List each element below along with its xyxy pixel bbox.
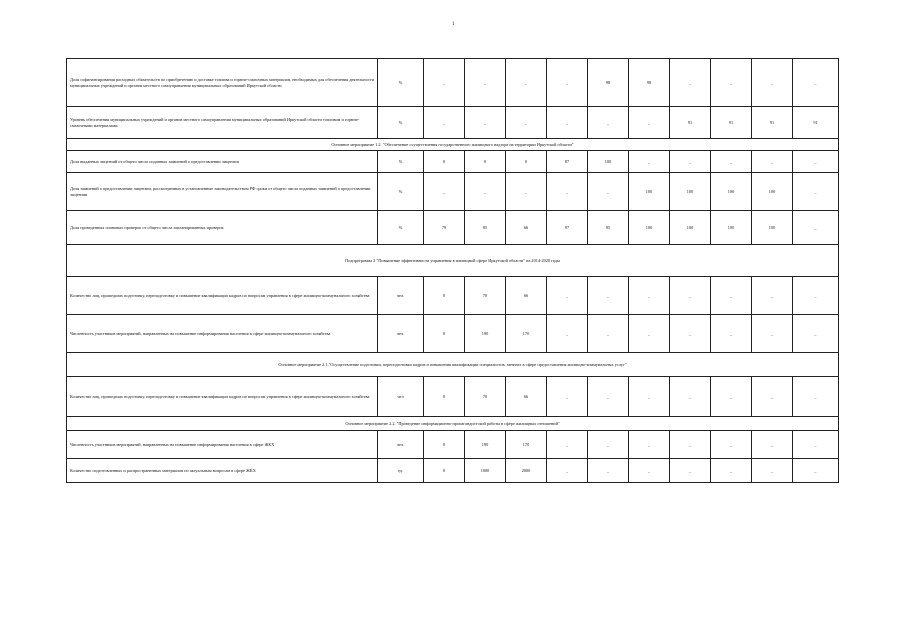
value-cell: 0 bbox=[465, 151, 506, 173]
table-row bbox=[67, 377, 839, 417]
value-cell: _ bbox=[588, 315, 629, 353]
value-cell: _ bbox=[670, 59, 711, 107]
section-header: Основное мероприятие 2.2. "Проведение информационно-пропагандистской работы в сфере жилищных отношений" bbox=[67, 417, 839, 431]
value-cell: _ bbox=[588, 107, 629, 139]
value-cell: 0 bbox=[424, 431, 465, 459]
value-cell: _ bbox=[424, 59, 465, 107]
value-cell: 100 bbox=[752, 211, 793, 245]
value-cell: _ bbox=[506, 59, 547, 107]
indicator-name: Количество лиц, прошедших подготовку, переподготовку и повышение квалификации кадров по вопросам управления в сфере жилищно-коммунального хозяйства bbox=[67, 377, 378, 417]
table-row bbox=[67, 107, 839, 139]
value-cell: 66 bbox=[506, 277, 547, 315]
value-cell: 100 bbox=[629, 173, 670, 211]
value-cell: 100 bbox=[588, 151, 629, 173]
indicator-name: Численность участников мероприятий, направленных на повышение информирования населения в сфере жилищно-коммунального хозяйства bbox=[67, 315, 378, 353]
value-cell: _ bbox=[793, 459, 839, 483]
value-cell: 70 bbox=[465, 277, 506, 315]
unit-cell: % bbox=[378, 173, 424, 211]
value-cell: 91 bbox=[793, 107, 839, 139]
value-cell: _ bbox=[547, 107, 588, 139]
value-cell: _ bbox=[752, 277, 793, 315]
unit-cell: ед. bbox=[378, 459, 424, 483]
value-cell: 100 bbox=[711, 211, 752, 245]
value-cell: 2000 bbox=[506, 459, 547, 483]
value-cell: 91 bbox=[752, 107, 793, 139]
value-cell: _ bbox=[629, 459, 670, 483]
indicators-table bbox=[66, 58, 839, 483]
value-cell: _ bbox=[547, 59, 588, 107]
value-cell: _ bbox=[588, 431, 629, 459]
value-cell: 0 bbox=[424, 151, 465, 173]
value-cell: 98 bbox=[629, 59, 670, 107]
value-cell: 97 bbox=[547, 211, 588, 245]
value-cell: 66 bbox=[506, 377, 547, 417]
section-header-row bbox=[67, 245, 839, 277]
value-cell: _ bbox=[670, 315, 711, 353]
value-cell: _ bbox=[793, 315, 839, 353]
value-cell: _ bbox=[711, 315, 752, 353]
value-cell: _ bbox=[793, 59, 839, 107]
value-cell: _ bbox=[670, 459, 711, 483]
indicator-name: Доля софинансирования расходных обязательств по приобретению и доставке топлива и горюче-смазочных материалов, необходимых для обеспечения деятельности муниципальных учреждений и органов местного самоуправления муниципальных образований Иркутской области bbox=[67, 59, 378, 107]
value-cell: _ bbox=[547, 431, 588, 459]
value-cell: _ bbox=[711, 431, 752, 459]
value-cell: 0 bbox=[424, 459, 465, 483]
section-header-row bbox=[67, 353, 839, 377]
value-cell: 79 bbox=[424, 211, 465, 245]
value-cell: _ bbox=[752, 459, 793, 483]
value-cell: _ bbox=[752, 377, 793, 417]
value-cell: _ bbox=[752, 59, 793, 107]
value-cell: 87 bbox=[547, 151, 588, 173]
table-row bbox=[67, 431, 839, 459]
page-number: 1 bbox=[452, 22, 455, 27]
table-row bbox=[67, 173, 839, 211]
value-cell: 170 bbox=[506, 431, 547, 459]
section-header-row bbox=[67, 417, 839, 431]
table-row bbox=[67, 277, 839, 315]
section-header: Подпрограмма 2 "Повышение эффективности управления в жилищной сфере Иркутской области" на 2014-2020 годы bbox=[67, 245, 839, 277]
value-cell: 0 bbox=[424, 277, 465, 315]
unit-cell: чел. bbox=[378, 431, 424, 459]
value-cell: _ bbox=[547, 277, 588, 315]
value-cell: _ bbox=[547, 315, 588, 353]
value-cell: 98 bbox=[588, 59, 629, 107]
value-cell: 100 bbox=[629, 211, 670, 245]
table-body bbox=[67, 59, 839, 483]
unit-cell: % bbox=[378, 211, 424, 245]
value-cell: _ bbox=[670, 151, 711, 173]
unit-cell: чел bbox=[378, 377, 424, 417]
value-cell: 190 bbox=[465, 315, 506, 353]
value-cell: 0 bbox=[424, 315, 465, 353]
value-cell: _ bbox=[711, 151, 752, 173]
value-cell: _ bbox=[424, 107, 465, 139]
value-cell: 0 bbox=[424, 377, 465, 417]
value-cell: 95 bbox=[588, 211, 629, 245]
value-cell: _ bbox=[629, 107, 670, 139]
value-cell: _ bbox=[588, 173, 629, 211]
unit-cell: чел. bbox=[378, 315, 424, 353]
value-cell: _ bbox=[711, 377, 752, 417]
value-cell: _ bbox=[547, 377, 588, 417]
value-cell: _ bbox=[465, 173, 506, 211]
value-cell: 100 bbox=[752, 173, 793, 211]
value-cell: _ bbox=[752, 151, 793, 173]
indicator-name: Количество лиц, прошедших подготовку, переподготовку и повышение квалификации кадров по вопросам управления в сфере жилищно-коммунального хозяйства bbox=[67, 277, 378, 315]
value-cell: _ bbox=[629, 315, 670, 353]
table-row bbox=[67, 211, 839, 245]
indicator-name: Доля выданных лицензий от общего числа поданных заявлений о предоставлении лицензии bbox=[67, 151, 378, 173]
value-cell: _ bbox=[588, 277, 629, 315]
unit-cell: % bbox=[378, 107, 424, 139]
value-cell: 85 bbox=[465, 211, 506, 245]
value-cell: 170 bbox=[506, 315, 547, 353]
value-cell: 190 bbox=[465, 431, 506, 459]
value-cell: _ bbox=[711, 459, 752, 483]
section-header: Основное мероприятие 2.1."Осуществление подготовки, переподготовки кадров и повышения квалификации специалистов, занятых в сфере предоставления жилищно-коммунальных услуг" bbox=[67, 353, 839, 377]
value-cell: _ bbox=[588, 459, 629, 483]
value-cell: 100 bbox=[670, 173, 711, 211]
value-cell: _ bbox=[629, 151, 670, 173]
value-cell: _ bbox=[465, 107, 506, 139]
value-cell: _ bbox=[793, 173, 839, 211]
value-cell: _ bbox=[711, 277, 752, 315]
value-cell: _ bbox=[793, 151, 839, 173]
value-cell: 70 bbox=[465, 377, 506, 417]
value-cell: _ bbox=[752, 431, 793, 459]
unit-cell: чел. bbox=[378, 277, 424, 315]
table-row bbox=[67, 459, 839, 483]
indicator-name: Доля проведенных плановых проверок от общего числа запланированных проверок bbox=[67, 211, 378, 245]
value-cell: 1000 bbox=[465, 459, 506, 483]
table-row bbox=[67, 59, 839, 107]
value-cell: _ bbox=[670, 431, 711, 459]
value-cell: _ bbox=[506, 107, 547, 139]
value-cell: 66 bbox=[506, 211, 547, 245]
indicator-name: Количество подготовленных и распространенных материалов по актуальным вопросам в сфере ЖКХ bbox=[67, 459, 378, 483]
value-cell: _ bbox=[506, 173, 547, 211]
value-cell: _ bbox=[547, 173, 588, 211]
value-cell: _ bbox=[793, 211, 839, 245]
section-header-row bbox=[67, 139, 839, 151]
value-cell: _ bbox=[465, 59, 506, 107]
indicator-name: Доля заявлений о предоставлении лицензии, рассмотренных в установленные законодательством РФ сроки от общего числа поданных заявлений о предоставлении лицензии bbox=[67, 173, 378, 211]
unit-cell: % bbox=[378, 59, 424, 107]
value-cell: _ bbox=[711, 59, 752, 107]
value-cell: _ bbox=[629, 377, 670, 417]
table-row bbox=[67, 315, 839, 353]
value-cell: 91 bbox=[711, 107, 752, 139]
value-cell: _ bbox=[629, 277, 670, 315]
value-cell: _ bbox=[793, 377, 839, 417]
value-cell: _ bbox=[670, 377, 711, 417]
value-cell: _ bbox=[752, 315, 793, 353]
value-cell: _ bbox=[424, 173, 465, 211]
value-cell: 91 bbox=[670, 107, 711, 139]
value-cell: 100 bbox=[711, 173, 752, 211]
value-cell: _ bbox=[588, 377, 629, 417]
section-header: Основное мероприятие 1.2. "Обеспечение осуществления государственного жилищного надзора на территории Иркутской области" bbox=[67, 139, 839, 151]
value-cell: _ bbox=[793, 431, 839, 459]
indicator-name: Численность участников мероприятий, направленных на повышение информирования населения в сфере ЖКХ bbox=[67, 431, 378, 459]
value-cell: _ bbox=[629, 431, 670, 459]
unit-cell: % bbox=[378, 151, 424, 173]
indicator-name: Уровень обеспечения муниципальных учреждений и органов местного самоуправления муниципальных образований Иркутской области топливом и горюче-смазочными материалами. bbox=[67, 107, 378, 139]
value-cell: 0 bbox=[506, 151, 547, 173]
value-cell: _ bbox=[547, 459, 588, 483]
value-cell: 100 bbox=[670, 211, 711, 245]
table-row bbox=[67, 151, 839, 173]
value-cell: _ bbox=[793, 277, 839, 315]
value-cell: _ bbox=[670, 277, 711, 315]
